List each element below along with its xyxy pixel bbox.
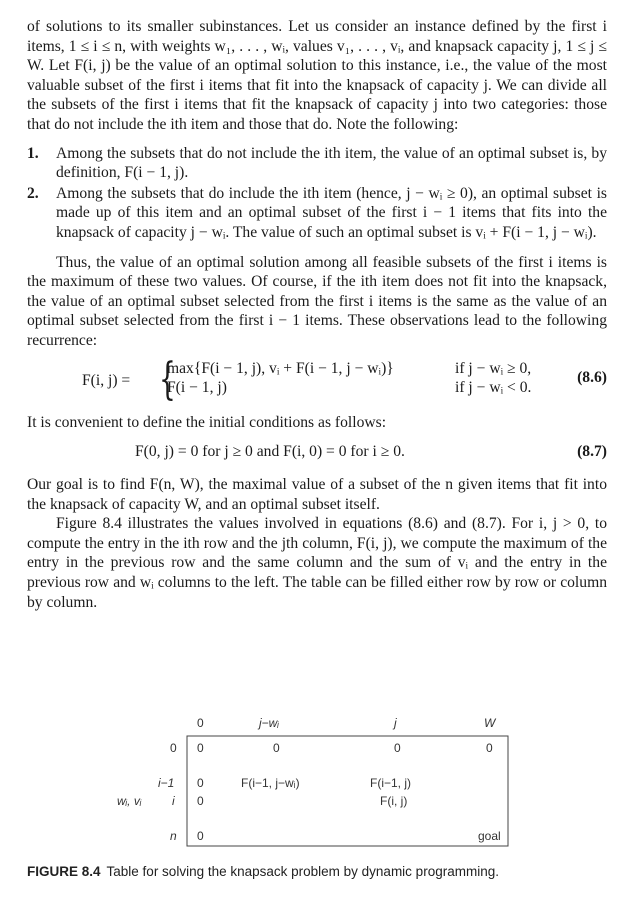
row-weights-values: wᵢ, vᵢ xyxy=(117,794,142,808)
col-header-j: j xyxy=(394,716,397,730)
paragraph-max: Thus, the value of an optimal solution among all feasible subsets of the first i items is the maximum of these two values. Of course, if the ith item does not fit into the knapsack, the value of an optimal subset selected from the first i items is the same as the value of an optimal subset selected from the first i − 1 items. These observations lead to the following recurrence: xyxy=(27,253,607,349)
cell-value: 0 xyxy=(486,741,493,755)
equation-lhs: F(i, j) = xyxy=(82,371,131,389)
equation-number: (8.6) xyxy=(577,368,607,386)
cell-prev-row-j: F(i−1, j) xyxy=(370,776,412,790)
equation-condition-2: if j − wᵢ < 0. xyxy=(455,378,532,396)
equation-8-7 xyxy=(27,443,607,465)
list-item xyxy=(27,184,607,243)
equation-8-6 xyxy=(27,353,607,409)
observation-list xyxy=(27,144,607,243)
cell-value: 0 xyxy=(197,741,204,755)
paragraph-goal: Our goal is to find F(n, W), the maximal value of a subset of the n given items that fit into the knapsack of capacity W, and an optimal subset itself. xyxy=(27,476,607,513)
cell-goal: goal xyxy=(478,829,501,843)
page-body xyxy=(27,17,607,612)
equation-case-1: max{F(i − 1, j), vᵢ + F(i − 1, j − wᵢ)} xyxy=(167,359,394,377)
cell-value: 0 xyxy=(197,829,204,843)
paragraph-figure-ref: Figure 8.4 illustrates the values involved in equations (8.6) and (8.7). For i, j > 0, to compute the entry in the ith row and the jth column, F(i, j), we compute the maximum of the entry in the previous row and the same column and the sum of vᵢ and the entry in the previous row and wᵢ columns to the left. The table can be filled either row by row or column by column. xyxy=(27,515,607,611)
row-label-n: n xyxy=(170,829,177,843)
paragraph-intro: of solutions to its smaller subinstances. Let us consider an instance defined by the first i items, 1 ≤ i ≤ n, with weights w₁, . . . , wᵢ, values v₁, . . . , vᵢ, and knapsack capacity j, 1 ≤ j ≤ W. Let F(i, j) be the value of an optimal solution to this instance, i.e., the value of the most valuable subset of the first i items that fit into the knapsack of capacity j. We can divide all the subsets of the first i items that fit the knapsack of capacity j into two categories: those that do not include the ith item and those that do. Note the following: xyxy=(27,18,607,133)
cell-prev-row-j-minus-w: F(i−1, j−wᵢ) xyxy=(241,776,300,790)
cell-current: F(i, j) xyxy=(380,794,408,808)
caption-text: Table for solving the knapsack problem by dynamic programming. xyxy=(106,864,499,879)
brace-symbol: { xyxy=(159,353,176,405)
equation-body: F(0, j) = 0 for j ≥ 0 and F(i, 0) = 0 for i ≥ 0. xyxy=(135,443,405,461)
row-label-i: i xyxy=(172,794,175,808)
list-item xyxy=(27,144,607,183)
list-text: Among the subsets that do not include the ith item, the value of an optimal subset is, by definition, F(i − 1, j). xyxy=(56,144,607,182)
list-number: 1. xyxy=(27,144,39,162)
cell-value: 0 xyxy=(394,741,401,755)
paragraph-initial: It is convenient to define the initial conditions as follows: xyxy=(27,413,387,431)
row-label-i-minus-1: i−1 xyxy=(158,776,175,790)
cell-value: 0 xyxy=(273,741,280,755)
col-header-W: W xyxy=(484,716,496,730)
col-header-j-minus-w: j−wᵢ xyxy=(259,716,279,730)
cell-value: 0 xyxy=(197,794,204,808)
caption-label: FIGURE 8.4 xyxy=(27,864,101,879)
equation-case-2: F(i − 1, j) xyxy=(167,378,227,396)
equation-number: (8.7) xyxy=(577,443,607,461)
equation-condition-1: if j − wᵢ ≥ 0, xyxy=(455,359,532,377)
row-label-0: 0 xyxy=(170,741,177,755)
cell-value: 0 xyxy=(197,776,204,790)
figure-caption xyxy=(27,864,499,879)
list-text: Among the subsets that do include the ith item (hence, j − wᵢ ≥ 0), an optimal subset is made up of this item and an optimal subset of the first i − 1 items that fits into the knapsack of capacity j − wᵢ. The value of such an optimal subset is vᵢ + F(i − 1, j − wᵢ). xyxy=(56,184,607,241)
list-number: 2. xyxy=(27,184,39,202)
col-header-0: 0 xyxy=(197,716,204,730)
